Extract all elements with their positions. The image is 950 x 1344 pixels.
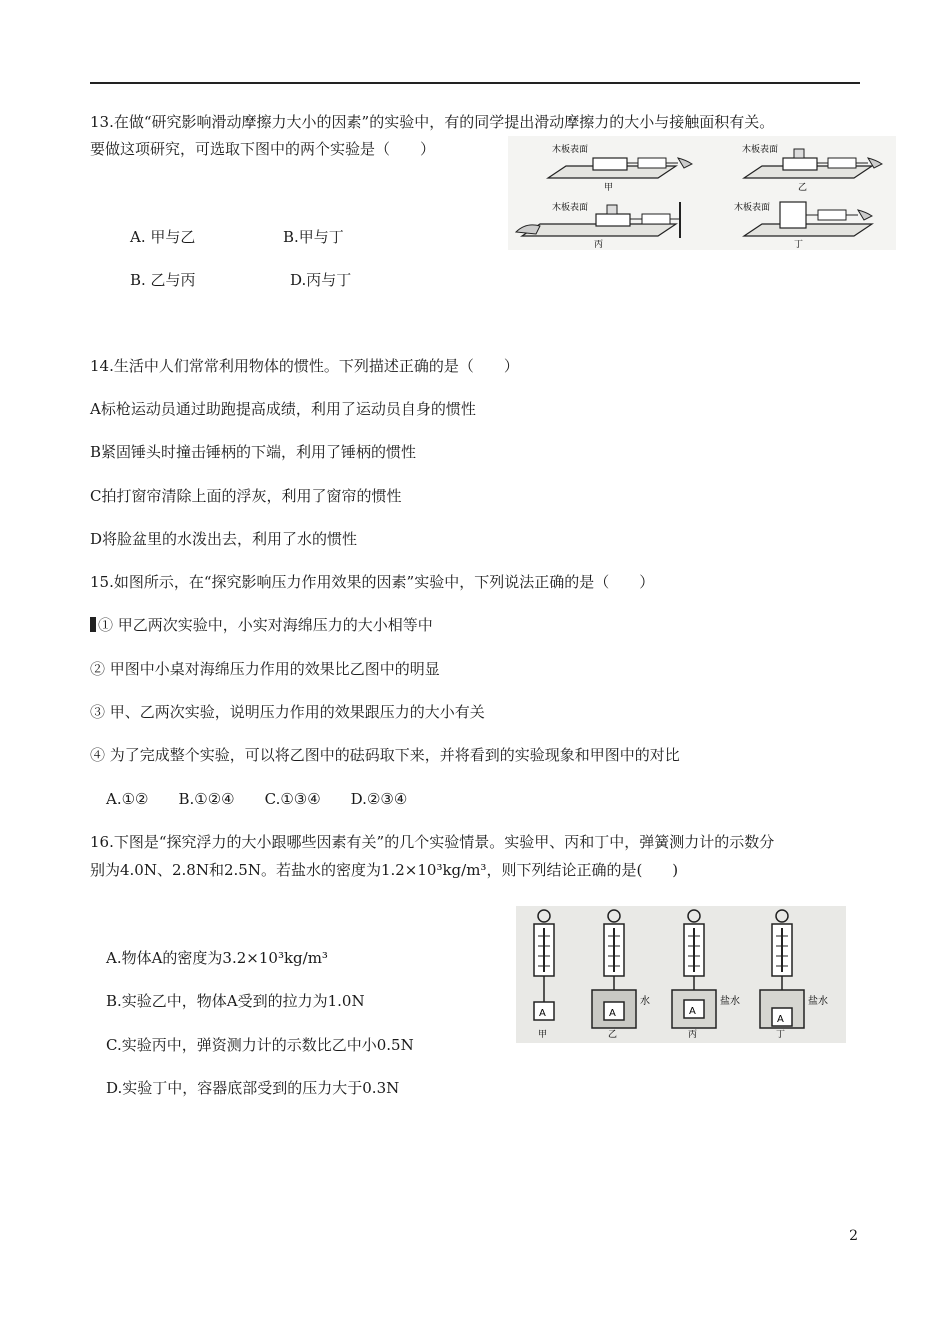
buoyancy-setup-yi <box>592 910 650 1040</box>
buoyancy-setup-ding <box>760 910 828 1040</box>
q16-stem-line2: 别为4.0N、2.8N和2.5N。若盐水的密度为1.2×10³kg/m³，则下列结论正确的是( ) <box>90 861 679 879</box>
q15-statement-2: ② 甲图中小桌对海绵压力作用的效果比乙图中的明显 <box>90 660 440 678</box>
liquid-label-brine-2: 盐水 <box>808 996 828 1007</box>
liquid-label-water: 水 <box>640 996 650 1007</box>
q14-stem: 14.生活中人们常常利用物体的惯性。下列描述正确的是（ ） <box>90 357 519 375</box>
svg-text:A: A <box>777 1014 784 1025</box>
label-bing: 丙 <box>688 1030 698 1040</box>
q14-option-c: C拍打窗帘清除上面的浮灰，利用了窗帘的惯性 <box>90 487 402 505</box>
q13-option-a: A. 甲与乙 <box>130 228 196 246</box>
q16-option-a: A.物体A的密度为3.2×10³kg/m³ <box>106 949 328 967</box>
svg-text:木板表面: 木板表面 <box>734 203 771 213</box>
svg-text:A: A <box>609 1008 616 1019</box>
q16-option-c: C.实验丙中，弹资测力计的示数比乙中小0.5N <box>106 1036 414 1054</box>
buoyancy-setup-bing <box>672 910 740 1040</box>
surface-label: 木板表面 <box>552 145 589 155</box>
friction-setup-bing <box>516 201 680 250</box>
q15-stem: 15.如图所示，在“探究影响压力作用效果的因素”实验中，下列说法正确的是（ ） <box>90 573 655 591</box>
q13-option-b: B.甲与丁 <box>283 228 344 246</box>
friction-setup-ding <box>734 201 872 250</box>
page-number: 2 <box>849 1228 858 1244</box>
friction-setup-jia <box>548 143 692 193</box>
friction-setup-yi <box>742 143 882 193</box>
label-jia: 甲 <box>538 1030 548 1040</box>
q13-stem-line1: 13.在做“研究影响滑动摩擦力大小的因素”的实验中，有的同学提出滑动摩擦力的大小与接触面积有关。 <box>90 113 775 131</box>
buoyancy-setup-jia <box>534 910 554 1040</box>
label-yi: 乙 <box>608 1030 618 1040</box>
q13-option-d: D.丙与丁 <box>290 271 352 289</box>
header-rule <box>90 82 860 84</box>
liquid-label-brine-1: 盐水 <box>720 996 740 1007</box>
q15-options: A.①② B.①②④ C.①③④ D.②③④ <box>106 790 408 808</box>
q15-statement-1: ① 甲乙两次实验中，小实对海绵压力的大小相等中 <box>90 615 433 635</box>
svg-text:A: A <box>689 1006 696 1017</box>
label-jia: 甲 <box>604 183 614 193</box>
label-ding: 丁 <box>794 240 804 250</box>
label-bing: 丙 <box>594 240 604 250</box>
q16-option-d: D.实验丁中，容器底部受到的压力大于0.3N <box>106 1079 400 1097</box>
q13-option-c: B. 乙与丙 <box>130 271 196 289</box>
q15-statement-4: ④ 为了完成整个实验，可以将乙图中的砝码取下来，并将看到的实验现象和甲图中的对比 <box>90 746 680 764</box>
q16-buoyancy-figure <box>516 906 846 1043</box>
q14-option-d: D将脸盆里的水泼出去，利用了水的惯性 <box>90 530 358 548</box>
text-cursor <box>90 617 96 632</box>
svg-text:木板表面: 木板表面 <box>552 203 589 213</box>
svg-text:木板表面: 木板表面 <box>742 145 779 155</box>
q16-option-b: B.实验乙中，物体A受到的拉力为1.0N <box>106 992 365 1010</box>
q13-stem-line2: 要做这项研究，可选取下图中的两个实验是（ ） <box>90 140 436 158</box>
q14-option-b: B紧固锤头时撞击锤柄的下端，利用了锤柄的惯性 <box>90 443 417 461</box>
q15-statement-3: ③ 甲、乙两次实验，说明压力作用的效果跟压力的大小有关 <box>90 703 485 721</box>
svg-text:A: A <box>539 1008 546 1019</box>
q14-option-a: A标枪运动员通过助跑提高成绩，利用了运动员自身的惯性 <box>90 400 476 418</box>
label-ding: 丁 <box>776 1030 786 1040</box>
q16-stem-line1: 16.下图是“探究浮力的大小跟哪些因素有关”的几个实验情景。实验甲、丙和丁中，弹簧测力计的示数分 <box>90 833 775 851</box>
q13-friction-figure <box>508 136 896 250</box>
label-yi: 乙 <box>798 183 808 193</box>
